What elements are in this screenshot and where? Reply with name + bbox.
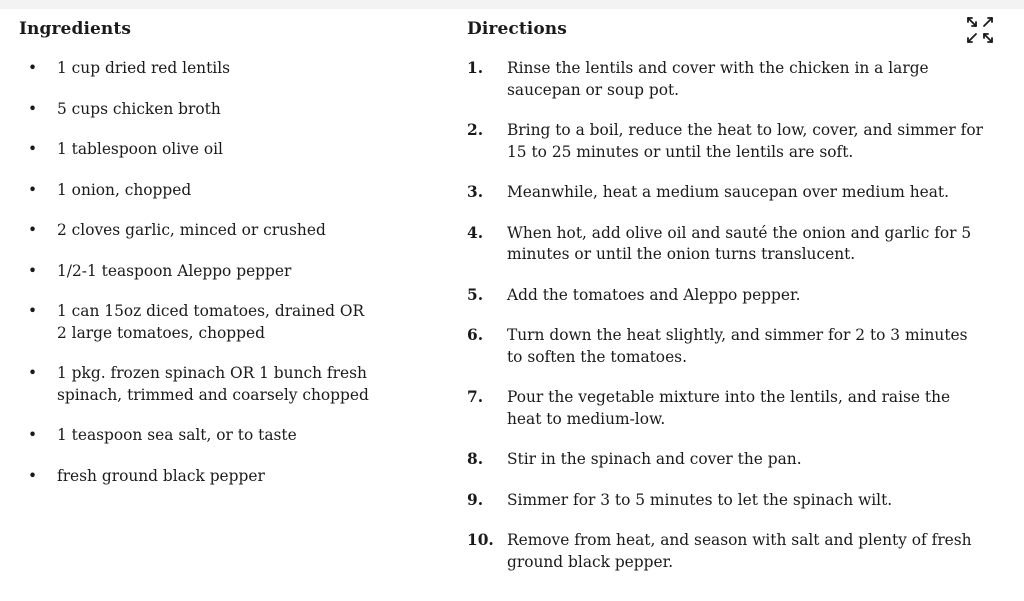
directions-section: [467, 18, 1007, 571]
ingredient-item: [19, 301, 377, 344]
direction-step: [467, 449, 987, 471]
bullet: •: [28, 221, 38, 239]
ingredients-heading: Ingredients: [19, 19, 132, 39]
ingredient-text: 1 teaspoon sea salt, or to taste: [57, 426, 297, 444]
top-strip: [0, 0, 1024, 9]
ingredient-item: [19, 466, 377, 488]
ingredients-list: [19, 58, 377, 506]
bullet: •: [28, 364, 38, 382]
ingredient-text: 1 cup dried red lentils: [57, 59, 231, 77]
step-number: 5.: [467, 285, 484, 304]
direction-step: [467, 387, 987, 430]
ingredient-item: [19, 363, 377, 406]
step-number: 6.: [467, 326, 484, 344]
step-text: Remove from heat, and season with salt and plenty of fresh ground black pepper.: [507, 531, 972, 571]
step-number: 8.: [467, 450, 484, 468]
expand-icon[interactable]: [965, 15, 995, 45]
bullet: •: [28, 466, 38, 485]
step-number: 10.: [467, 531, 494, 549]
ingredient-item: [19, 261, 377, 283]
ingredient-text: 1/2-1 teaspoon Aleppo pepper: [57, 261, 292, 280]
ingredient-text: 5 cups chicken broth: [57, 99, 221, 118]
step-text: Meanwhile, heat a medium saucepan over medium heat.: [507, 183, 950, 201]
ingredient-text: fresh ground black pepper: [57, 466, 265, 485]
step-text: Rinse the lentils and cover with the chicken in a large saucepan or soup pot.: [507, 59, 929, 99]
ingredient-item: [19, 99, 377, 121]
ingredient-item: [19, 425, 377, 447]
step-number: 2.: [467, 121, 484, 139]
ingredient-item: [19, 58, 377, 80]
direction-step: [467, 223, 987, 266]
step-text: Bring to a boil, reduce the heat to low, cover, and simmer for 15 to 25 minutes or until the lentils are soft.: [507, 121, 983, 161]
ingredient-item: [19, 220, 377, 242]
directions-list: [467, 58, 987, 592]
ingredients-section: [19, 18, 419, 485]
directions-heading: Directions: [467, 19, 567, 39]
direction-step: [467, 285, 987, 307]
bullet: •: [28, 261, 38, 280]
step-number: 4.: [467, 223, 484, 242]
step-text: Simmer for 3 to 5 minutes to let the spinach wilt.: [507, 490, 893, 509]
direction-step: [467, 58, 987, 101]
direction-step: [467, 182, 987, 204]
bullet: •: [28, 302, 38, 320]
ingredient-text: 2 cloves garlic, minced or crushed: [57, 221, 326, 239]
direction-step: [467, 490, 987, 512]
direction-step: [467, 325, 987, 368]
bullet: •: [28, 99, 38, 118]
ingredient-text: 1 can 15oz diced tomatoes, drained OR 2 large tomatoes, chopped: [57, 302, 365, 342]
direction-step: [467, 120, 987, 163]
bullet: •: [28, 140, 38, 158]
bullet: •: [28, 180, 38, 199]
ingredient-text: 1 pkg. frozen spinach OR 1 bunch fresh spinach, trimmed and coarsely chopped: [57, 364, 369, 404]
direction-step: [467, 530, 987, 573]
step-number: 3.: [467, 183, 484, 201]
ingredient-text: 1 onion, chopped: [57, 180, 192, 199]
step-number: 1.: [467, 59, 484, 77]
step-text: Stir in the spinach and cover the pan.: [507, 450, 802, 468]
ingredient-item: [19, 139, 377, 161]
bullet: •: [28, 426, 38, 444]
step-text: Add the tomatoes and Aleppo pepper.: [507, 285, 801, 304]
step-number: 7.: [467, 388, 484, 406]
bullet: •: [28, 59, 38, 77]
ingredient-item: [19, 180, 377, 202]
step-text: When hot, add olive oil and sauté the onion and garlic for 5 minutes or until the onion turns translucent.: [507, 223, 972, 263]
step-number: 9.: [467, 490, 484, 509]
step-text: Turn down the heat slightly, and simmer for 2 to 3 minutes to soften the tomatoes.: [507, 326, 968, 366]
ingredient-text: 1 tablespoon olive oil: [57, 140, 223, 158]
step-text: Pour the vegetable mixture into the lentils, and raise the heat to medium-low.: [507, 388, 951, 428]
